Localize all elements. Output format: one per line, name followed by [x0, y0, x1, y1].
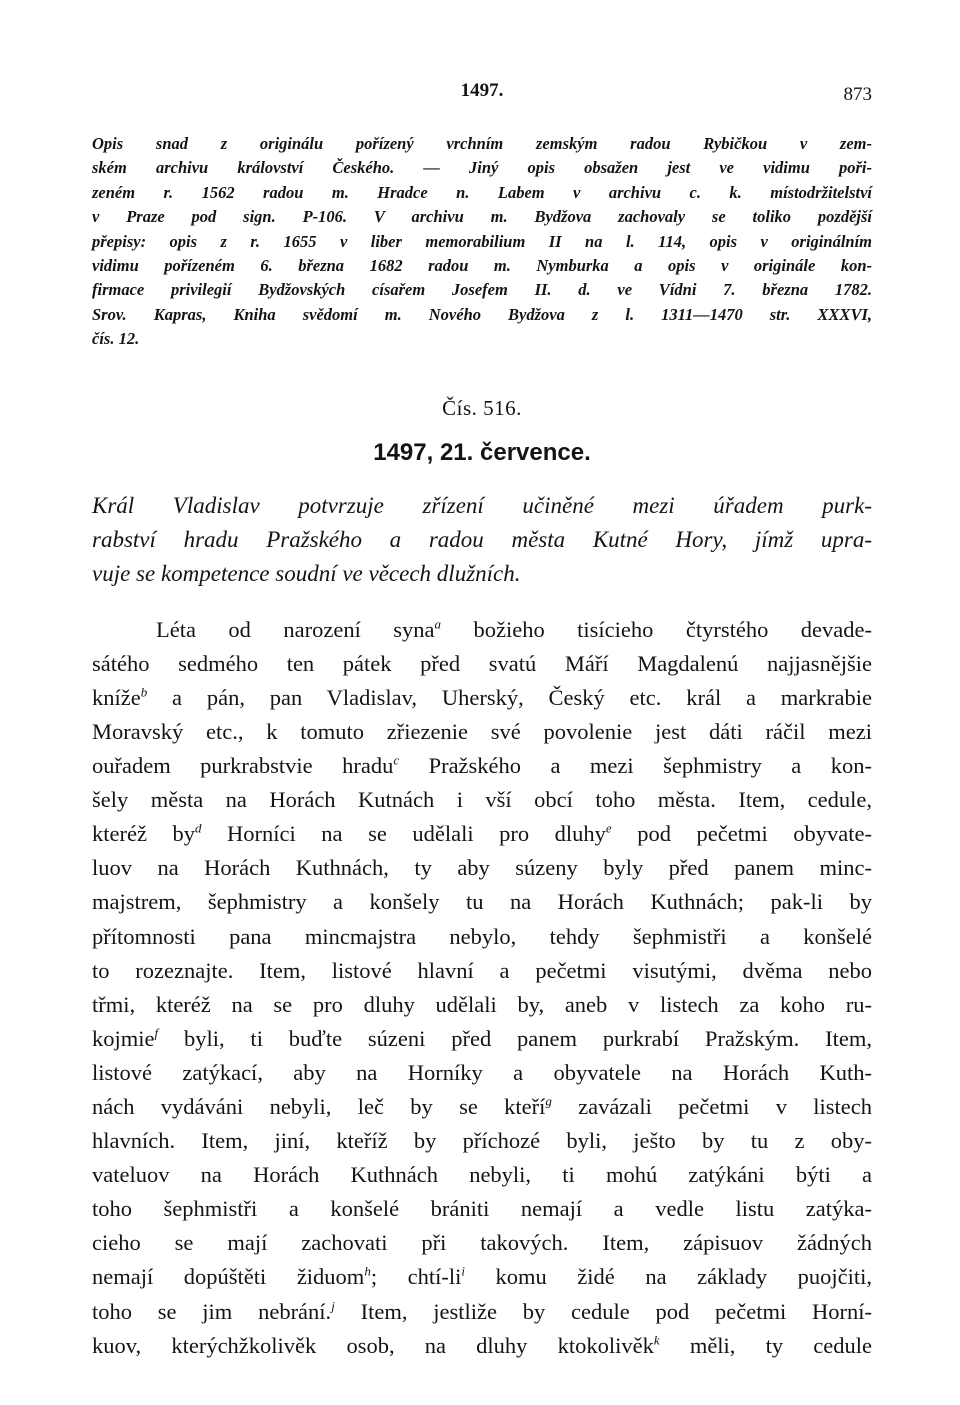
text-segment: Pražského a mezi šephmistry a kon-	[399, 753, 872, 779]
footnote-marker: c	[393, 752, 400, 768]
text-line	[92, 715, 872, 749]
text-line	[92, 1260, 872, 1294]
text-segment: pod pečetmi obyvate-	[611, 821, 872, 847]
text-segment: toho šephmistři a konšelé brániti nemají a vedle listu zatýka-	[92, 1196, 872, 1222]
text-segment: kojmie	[92, 1025, 155, 1051]
text-line	[92, 1022, 872, 1056]
text-segment: třmi, kteréž na se pro dluhy udělali by, aneb v listech za koho ru-	[92, 991, 872, 1017]
text-segment: božieho tisícieho čtyrstého devade-	[441, 616, 872, 642]
text-line	[92, 1056, 872, 1090]
text-segment: to rozeznajte. Item, listové hlavní a pečetmi visutými, dvěma nebo	[92, 957, 872, 983]
text-segment: hlavních. Item, jiní, kteříž by příchozé byli, ješto by tu z oby-	[92, 1128, 872, 1154]
text-line	[92, 613, 872, 647]
book-page	[92, 70, 872, 1363]
text-segment: byli, ti buďte súzeni před panem purkrabí Pražským. Item,	[158, 1025, 872, 1051]
text-segment: ; chtí-li	[370, 1264, 462, 1290]
footnote-marker: d	[195, 820, 202, 836]
text-segment: kníže	[92, 684, 141, 710]
footnote-marker: e	[605, 820, 612, 836]
running-header	[92, 70, 872, 110]
footnote-marker: f	[154, 1025, 159, 1041]
page-number: 873	[843, 84, 872, 105]
text-segment: Item, jestliže by cedule pod pečetmi Horní-	[334, 1298, 872, 1324]
text-segment: kteréž by	[92, 821, 195, 847]
source-note-line: v Praze pod sign. P-106. V archivu m. Bydžova zachovaly se toliko pozdější	[92, 207, 872, 227]
text-line	[92, 1329, 872, 1363]
text-line	[92, 783, 872, 817]
source-note	[92, 132, 872, 352]
text-line	[92, 954, 872, 988]
text-line	[92, 851, 872, 885]
text-segment: a pán, pan Vladislav, Uherský, Český etc. král a markrabie	[147, 684, 872, 710]
text-segment: zavázali pečetmi v listech	[551, 1093, 872, 1119]
footnote-marker: k	[653, 1332, 660, 1348]
regest-line: rabství hradu Pražského a radou města Kutné Hory, jímž upra-	[92, 526, 872, 552]
text-segment: měli, ty cedule	[659, 1332, 873, 1358]
text-segment: přítomnosti pana mincmajstra nebylo, tehdy šephmistři a konšelé	[92, 923, 872, 949]
footnote-marker: a	[434, 616, 442, 632]
text-segment: komu židé na základy puojčiti,	[464, 1264, 872, 1290]
footnote-marker: h	[364, 1263, 371, 1279]
text-segment: toho se jim nebrání.	[92, 1298, 332, 1324]
source-note-line: Opis snad z originálu pořízený vrchním zemským radou Rybičkou v zem-	[92, 134, 872, 153]
text-line	[92, 749, 872, 783]
text-segment: majstrem, šephmistry a konšely tu na Horách Kuthnách; pak-li by	[92, 889, 872, 915]
source-note-line: vidimu pořízeném 6. března 1682 radou m. Nymburka a opis v originále kon-	[92, 256, 872, 276]
text-line	[92, 681, 872, 715]
source-note-line: ském archivu království Českého. — Jiný opis obsažen jest ve vidimu poři-	[92, 158, 872, 178]
document-date: 1497, 21. července.	[373, 438, 591, 466]
text-line	[92, 920, 872, 954]
text-segment: vateluov na Horách Kuthnách nebyli, ti mohú zatýkáni býti a	[92, 1162, 872, 1188]
text-line	[92, 1192, 872, 1226]
text-line	[92, 1158, 872, 1192]
document-number: Čís. 516.	[442, 395, 522, 420]
text-line	[92, 647, 872, 681]
footnote-marker: g	[545, 1093, 552, 1109]
footnote-marker: j	[331, 1298, 335, 1314]
text-segment: luov na Horách Kuthnách, ty aby súzeny byly před panem minc-	[92, 855, 872, 881]
text-segment: Léta od narození syna	[156, 616, 435, 642]
footnote-marker: b	[140, 684, 148, 700]
text-line	[92, 1226, 872, 1260]
source-note-line: přepisy: opis z r. 1655 v liber memorabilium II na l. 114, opis v originálním	[92, 231, 872, 251]
text-line	[92, 988, 872, 1022]
text-segment: listové zatýkací, aby na Horníky a obyvatele na Horách Kuth-	[92, 1059, 872, 1085]
text-segment: nemají dopúštěti židuom	[92, 1264, 365, 1290]
text-line	[92, 885, 872, 919]
source-note-line: firmace privilegií Bydžovských císařem Josefem II. d. ve Vídni 7. března 1782.	[92, 280, 872, 300]
regest-line: vuje se kompetence soudní ve věcech dlužních.	[92, 560, 521, 586]
regest-line: Král Vladislav potvrzuje zřízení učiněné mezi úřadem purk-	[92, 492, 872, 518]
text-segment: Moravský etc., k tomuto zřiezenie své povolenie jest dáti ráčil mezi	[92, 718, 872, 744]
source-note-line: zeném r. 1562 radou m. Hradce n. Labem v archivu c. k. místodržitelství	[92, 182, 872, 202]
text-segment: Horníci na se udělali pro dluhy	[201, 821, 606, 847]
text-segment: sátého sedmého ten pátek před svatú Máří Magdalenú najjasnějšie	[92, 650, 872, 676]
text-line	[92, 817, 872, 851]
text-segment: cieho se mají zachovati při takových. Item, zápisuov žádných	[92, 1230, 872, 1256]
text-segment: nách vydáváni nebyli, leč by se kteří	[92, 1093, 546, 1119]
text-segment: ouřadem purkrabstvie hradu	[92, 753, 394, 779]
footnote-marker: i	[461, 1263, 465, 1279]
header-year: 1497.	[460, 80, 504, 101]
text-line	[92, 1295, 872, 1329]
regest	[92, 489, 872, 591]
source-note-line: čís. 12.	[92, 329, 140, 349]
text-line	[92, 1090, 872, 1124]
source-note-line: Srov. Kapras, Kniha svědomí m. Nového Bydžova z l. 1311—1470 str. XXXVI,	[92, 304, 872, 324]
text-segment: kuov, kterýchžkolivěk osob, na dluhy ktokolivěk	[92, 1332, 654, 1358]
text-segment: šely města na Horách Kutnách i vší obcí toho města. Item, cedule,	[92, 787, 872, 813]
document-text	[92, 613, 872, 1363]
text-line	[92, 1124, 872, 1158]
